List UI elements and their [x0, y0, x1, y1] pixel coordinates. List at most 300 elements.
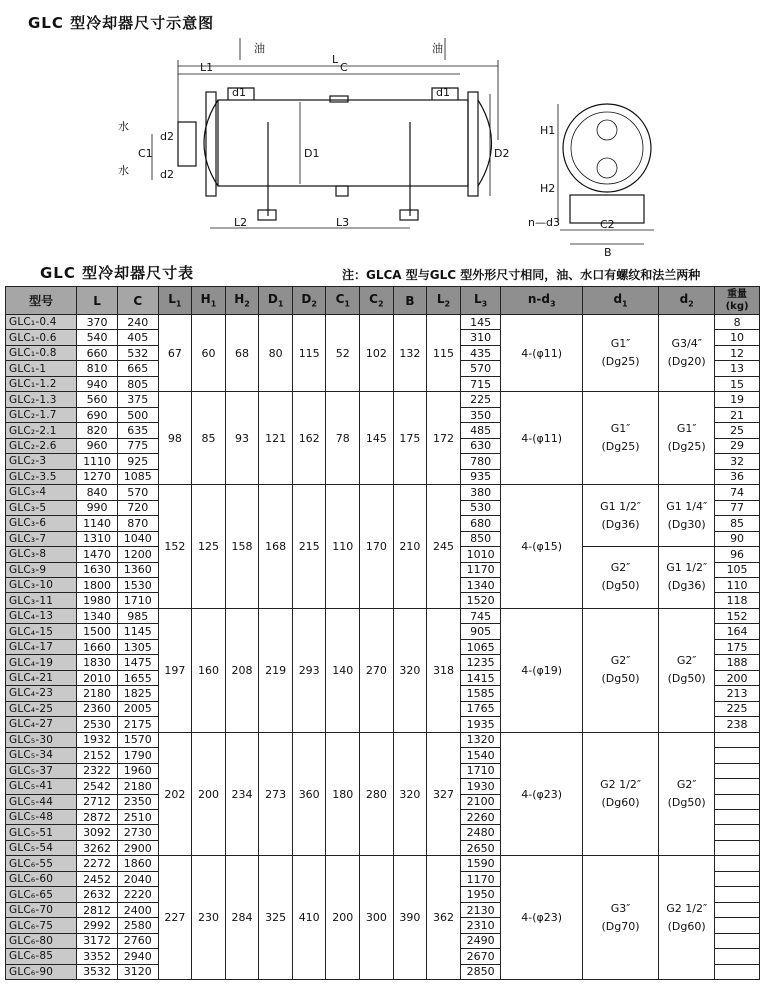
water-port-block — [178, 122, 196, 166]
cell-L: 960 — [77, 438, 118, 453]
cell-model: GLC₁-0.8 — [6, 345, 77, 360]
cell-L3: 530 — [460, 500, 501, 515]
cell-D1: 80 — [259, 315, 293, 392]
cell-d2 — [659, 392, 715, 485]
header-C1: $C_1$ — [326, 287, 360, 315]
label-C1: C1 — [138, 147, 153, 160]
cell-weight: 32 — [715, 454, 760, 469]
cell-L3: 2670 — [460, 949, 501, 964]
cell-model: GLC₂-3 — [6, 454, 77, 469]
cell-C: 1860 — [117, 856, 158, 871]
cell-D2: 360 — [292, 732, 326, 856]
cell-L1: 202 — [158, 732, 192, 856]
cell-L: 940 — [77, 376, 118, 391]
cell-nd3: 4-(φ15) — [501, 485, 582, 609]
cell-model: GLC₂-3.5 — [6, 469, 77, 484]
cell-weight: 200 — [715, 670, 760, 685]
cell-L3: 715 — [460, 376, 501, 391]
cell-C: 3120 — [117, 964, 158, 979]
cell-weight: 13 — [715, 361, 760, 376]
cell-L1: 98 — [158, 392, 192, 485]
cell-L: 3262 — [77, 840, 118, 855]
cell-d2-dg: (Dg36) — [667, 579, 706, 593]
cell-L3: 850 — [460, 531, 501, 546]
cell-model: GLC₃-4 — [6, 485, 77, 500]
cell-C: 635 — [117, 423, 158, 438]
cell-C: 665 — [117, 361, 158, 376]
cell-L3: 485 — [460, 423, 501, 438]
cell-H2: 68 — [225, 315, 259, 392]
cell-weight: 19 — [715, 392, 760, 407]
cell-L: 2322 — [77, 763, 118, 778]
cell-weight: 152 — [715, 608, 760, 623]
cell-weight: 238 — [715, 717, 760, 732]
cell-model: GLC₁-1.2 — [6, 376, 77, 391]
dimension-table — [5, 286, 760, 980]
cell-L3: 435 — [460, 345, 501, 360]
label-B: B — [604, 246, 612, 259]
cell-weight: 21 — [715, 407, 760, 422]
cell-L: 990 — [77, 500, 118, 515]
cell-weight — [715, 794, 760, 809]
cell-d1-thread: G3″ — [610, 901, 631, 915]
cell-weight: 8 — [715, 315, 760, 330]
cell-model: GLC₃-11 — [6, 593, 77, 608]
cell-L3: 1320 — [460, 732, 501, 747]
header-weight: 重量 (kg) — [715, 287, 760, 315]
cell-L3: 1950 — [460, 887, 501, 902]
cell-C: 1960 — [117, 763, 158, 778]
cell-L: 1660 — [77, 639, 118, 654]
cell-weight — [715, 964, 760, 979]
label-L1: L1 — [200, 61, 214, 74]
cell-C: 1040 — [117, 531, 158, 546]
cell-d2-dg: (Dg20) — [667, 355, 706, 369]
cell-weight — [715, 779, 760, 794]
cell-model: GLC₄-15 — [6, 624, 77, 639]
cell-C: 2400 — [117, 902, 158, 917]
cell-D2: 410 — [292, 856, 326, 980]
cell-L3: 745 — [460, 608, 501, 623]
cell-weight — [715, 732, 760, 747]
cell-L3: 145 — [460, 315, 501, 330]
cell-C2: 145 — [360, 392, 394, 485]
cell-C2: 102 — [360, 315, 394, 392]
header-C2: $C_2$ — [360, 287, 394, 315]
cell-weight: 85 — [715, 516, 760, 531]
cell-d1 — [582, 732, 658, 856]
cell-L3: 225 — [460, 392, 501, 407]
header-nd3: $n-d_3$ — [501, 287, 582, 315]
cell-L3: 1340 — [460, 577, 501, 592]
cell-model: GLC₆-60 — [6, 871, 77, 886]
cell-d1 — [582, 608, 658, 732]
cell-C: 2350 — [117, 794, 158, 809]
cell-weight: 10 — [715, 330, 760, 345]
cell-H2: 158 — [225, 485, 259, 609]
cell-L: 560 — [77, 392, 118, 407]
table-header-row — [6, 287, 760, 315]
cell-L: 2452 — [77, 871, 118, 886]
cell-H1: 85 — [192, 392, 226, 485]
cell-C: 2940 — [117, 949, 158, 964]
cell-L3: 2260 — [460, 810, 501, 825]
cell-L: 1140 — [77, 516, 118, 531]
cell-C: 2040 — [117, 871, 158, 886]
cooler-dimension-diagram — [0, 30, 766, 260]
cell-model: GLC₂-1.7 — [6, 407, 77, 422]
cell-model: GLC₃-6 — [6, 516, 77, 531]
cell-d2-thread: G2″ — [676, 778, 697, 792]
header-H2: $H_2$ — [225, 287, 259, 315]
header-D1: $D_1$ — [259, 287, 293, 315]
label-H2: H2 — [540, 182, 556, 195]
cell-weight: 164 — [715, 624, 760, 639]
cell-B: 210 — [393, 485, 427, 609]
table-note: 注：GLCA 型与GLC 型外形尺寸相同，油、水口有螺纹和法兰两种 — [342, 268, 701, 282]
cell-d2-dg: (Dg30) — [667, 517, 706, 531]
cell-L: 3352 — [77, 949, 118, 964]
cell-model: GLC₆-75 — [6, 918, 77, 933]
cell-d2-dg: (Dg50) — [667, 796, 706, 810]
table-body — [6, 315, 760, 980]
cell-D1: 273 — [259, 732, 293, 856]
cell-D1: 325 — [259, 856, 293, 980]
cell-C2: 270 — [360, 608, 394, 732]
cell-L: 2360 — [77, 701, 118, 716]
cell-model: GLC₃-9 — [6, 562, 77, 577]
cell-C: 2175 — [117, 717, 158, 732]
cell-L: 1830 — [77, 655, 118, 670]
cell-d1 — [582, 485, 658, 547]
cell-nd3: 4-(φ11) — [501, 315, 582, 392]
cell-H1: 230 — [192, 856, 226, 980]
header-d1: $d_1$ — [582, 287, 658, 315]
header-L3: $L_3$ — [460, 287, 501, 315]
cell-H1: 200 — [192, 732, 226, 856]
cell-L: 2530 — [77, 717, 118, 732]
cell-L3: 1540 — [460, 748, 501, 763]
cell-L3: 1765 — [460, 701, 501, 716]
cell-weight — [715, 856, 760, 871]
cell-d1-dg: (Dg25) — [601, 440, 640, 454]
cell-L: 2872 — [77, 810, 118, 825]
cell-d1-dg: (Dg70) — [601, 919, 640, 933]
header-H1: $H_1$ — [192, 287, 226, 315]
cell-C: 1790 — [117, 748, 158, 763]
cell-model: GLC₆-80 — [6, 933, 77, 948]
cell-C: 925 — [117, 454, 158, 469]
cell-C: 720 — [117, 500, 158, 515]
cell-H2: 208 — [225, 608, 259, 732]
cell-L3: 1935 — [460, 717, 501, 732]
cell-L3: 2650 — [460, 840, 501, 855]
label-nd3: n—d3 — [528, 216, 560, 229]
cooler-drawing — [0, 30, 766, 260]
cell-model: GLC₆-65 — [6, 887, 77, 902]
cell-D1: 121 — [259, 392, 293, 485]
cell-C: 2510 — [117, 810, 158, 825]
cell-L: 840 — [77, 485, 118, 500]
cell-C: 1305 — [117, 639, 158, 654]
right-flange — [468, 92, 478, 196]
cell-B: 320 — [393, 608, 427, 732]
cell-d2 — [659, 608, 715, 732]
cell-model: GLC₃-10 — [6, 577, 77, 592]
cell-d1-thread: G2″ — [610, 561, 631, 575]
cell-L: 2152 — [77, 748, 118, 763]
cell-L: 1470 — [77, 547, 118, 562]
cell-d2-dg: (Dg25) — [667, 440, 706, 454]
cell-weight: 12 — [715, 345, 760, 360]
cell-L3: 350 — [460, 407, 501, 422]
cell-model: GLC₆-85 — [6, 949, 77, 964]
cell-C2: 170 — [360, 485, 394, 609]
cell-L: 1800 — [77, 577, 118, 592]
cell-d1-thread: G2″ — [610, 654, 631, 668]
end-view-flange — [563, 104, 651, 192]
cell-model: GLC₂-1.3 — [6, 392, 77, 407]
cell-d2-dg: (Dg50) — [667, 672, 706, 686]
label-d1-right: d1 — [436, 86, 450, 99]
cell-L1: 197 — [158, 608, 192, 732]
cell-L: 3172 — [77, 933, 118, 948]
cell-model: GLC₆-55 — [6, 856, 77, 871]
cell-L3: 2310 — [460, 918, 501, 933]
cell-model: GLC₆-70 — [6, 902, 77, 917]
cell-weight — [715, 748, 760, 763]
cell-D2: 293 — [292, 608, 326, 732]
cell-L: 1500 — [77, 624, 118, 639]
cell-weight: 105 — [715, 562, 760, 577]
table-title: GLC 型冷却器尺寸表 — [40, 264, 195, 282]
cell-C: 1360 — [117, 562, 158, 577]
cell-C: 985 — [117, 608, 158, 623]
label-d2-bottom: d2 — [160, 168, 174, 181]
cell-B: 390 — [393, 856, 427, 980]
cell-weight — [715, 949, 760, 964]
cell-d2 — [659, 315, 715, 392]
cell-C1: 110 — [326, 485, 360, 609]
cell-C: 405 — [117, 330, 158, 345]
cell-L: 1340 — [77, 608, 118, 623]
label-C: C — [340, 61, 348, 74]
cell-L3: 380 — [460, 485, 501, 500]
cell-weight: 213 — [715, 686, 760, 701]
label-oil-left: 油 — [254, 42, 265, 55]
cell-L: 2180 — [77, 686, 118, 701]
cell-L3: 570 — [460, 361, 501, 376]
cell-L3: 1590 — [460, 856, 501, 871]
cell-weight: 29 — [715, 438, 760, 453]
cell-D2: 162 — [292, 392, 326, 485]
diagram-title: GLC 型冷却器尺寸示意图 — [28, 14, 215, 32]
cell-d2-thread: G1″ — [676, 422, 697, 436]
cell-H1: 125 — [192, 485, 226, 609]
cell-C: 500 — [117, 407, 158, 422]
cell-L3: 2480 — [460, 825, 501, 840]
cell-L: 2812 — [77, 902, 118, 917]
cell-L3: 1170 — [460, 871, 501, 886]
cell-C: 1570 — [117, 732, 158, 747]
cell-model: GLC₂-2.6 — [6, 438, 77, 453]
cell-H2: 234 — [225, 732, 259, 856]
cell-C2: 300 — [360, 856, 394, 980]
cell-L3: 1930 — [460, 779, 501, 794]
cell-C: 1710 — [117, 593, 158, 608]
cell-weight: 77 — [715, 500, 760, 515]
cell-D2: 115 — [292, 315, 326, 392]
cell-C1: 180 — [326, 732, 360, 856]
cell-C: 2580 — [117, 918, 158, 933]
cell-model: GLC₅-54 — [6, 840, 77, 855]
cell-L3: 1170 — [460, 562, 501, 577]
cell-weight: 90 — [715, 531, 760, 546]
cell-C: 2220 — [117, 887, 158, 902]
cell-C: 1200 — [117, 547, 158, 562]
cell-weight — [715, 918, 760, 933]
cell-C: 2760 — [117, 933, 158, 948]
cell-L: 2992 — [77, 918, 118, 933]
cell-L: 2712 — [77, 794, 118, 809]
label-water-top: 水 — [118, 120, 129, 133]
cell-L: 1270 — [77, 469, 118, 484]
header-L1: $L_1$ — [158, 287, 192, 315]
cell-C: 2730 — [117, 825, 158, 840]
cell-model: GLC₅-30 — [6, 732, 77, 747]
cell-model: GLC₃-5 — [6, 500, 77, 515]
header-L: L — [77, 287, 118, 315]
header-d2: $d_2$ — [659, 287, 715, 315]
cell-model: GLC₃-7 — [6, 531, 77, 546]
cell-L: 1110 — [77, 454, 118, 469]
cell-d2 — [659, 732, 715, 856]
shell-body — [218, 100, 468, 186]
cell-D2: 215 — [292, 485, 326, 609]
cell-nd3: 4-(φ11) — [501, 392, 582, 485]
cell-d1-dg: (Dg60) — [601, 796, 640, 810]
cell-C: 2180 — [117, 779, 158, 794]
cell-B: 132 — [393, 315, 427, 392]
cell-C1: 78 — [326, 392, 360, 485]
cell-d2 — [659, 485, 715, 547]
cell-weight — [715, 810, 760, 825]
cell-B: 175 — [393, 392, 427, 485]
cell-weight: 36 — [715, 469, 760, 484]
cell-weight: 118 — [715, 593, 760, 608]
table-row — [6, 315, 760, 330]
cell-weight: 15 — [715, 376, 760, 391]
cell-d1-thread: G1″ — [610, 422, 631, 436]
cell-D1: 168 — [259, 485, 293, 609]
cell-C: 2005 — [117, 701, 158, 716]
cell-model: GLC₄-27 — [6, 717, 77, 732]
cell-L1: 67 — [158, 315, 192, 392]
cell-weight — [715, 871, 760, 886]
cell-L3: 935 — [460, 469, 501, 484]
cell-L3: 780 — [460, 454, 501, 469]
cell-L3: 2850 — [460, 964, 501, 979]
right-head — [478, 100, 492, 186]
cell-C: 240 — [117, 315, 158, 330]
cell-d1-thread: G1″ — [610, 337, 631, 351]
label-D2: D2 — [494, 147, 510, 160]
cell-weight: 110 — [715, 577, 760, 592]
cell-weight: 96 — [715, 547, 760, 562]
cell-C: 1085 — [117, 469, 158, 484]
table-row — [6, 732, 760, 747]
cell-weight — [715, 933, 760, 948]
cell-L: 820 — [77, 423, 118, 438]
cell-model: GLC₅-51 — [6, 825, 77, 840]
cell-L3: 680 — [460, 516, 501, 531]
table-row — [6, 856, 760, 871]
cell-L: 690 — [77, 407, 118, 422]
cell-model: GLC₅-44 — [6, 794, 77, 809]
label-L2: L2 — [234, 216, 248, 229]
cell-d1-dg: (Dg50) — [601, 579, 640, 593]
cell-d2-thread: G2 1/2″ — [666, 901, 708, 915]
cell-weight — [715, 902, 760, 917]
cell-d2-thread: G3/4″ — [671, 337, 702, 351]
cell-L: 540 — [77, 330, 118, 345]
cell-L3: 2130 — [460, 902, 501, 917]
cell-L2: 318 — [427, 608, 461, 732]
cell-nd3: 4-(φ23) — [501, 732, 582, 856]
table-row — [6, 485, 760, 500]
cell-d1-thread: G1 1/2″ — [600, 499, 641, 513]
label-C2: C2 — [600, 218, 615, 231]
cell-model: GLC₄-25 — [6, 701, 77, 716]
cell-L: 1310 — [77, 531, 118, 546]
cell-nd3: 4-(φ19) — [501, 608, 582, 732]
cell-model: GLC₆-90 — [6, 964, 77, 979]
cell-model: GLC₄-17 — [6, 639, 77, 654]
cell-L3: 1710 — [460, 763, 501, 778]
cell-C: 2900 — [117, 840, 158, 855]
cell-d1-dg: (Dg25) — [601, 355, 640, 369]
label-H1: H1 — [540, 124, 556, 137]
header-B: B — [393, 287, 427, 315]
cell-weight — [715, 887, 760, 902]
cell-C: 775 — [117, 438, 158, 453]
cell-L3: 1010 — [460, 547, 501, 562]
cell-L: 3092 — [77, 825, 118, 840]
cell-L: 370 — [77, 315, 118, 330]
cell-H2: 284 — [225, 856, 259, 980]
cell-model: GLC₂-2.1 — [6, 423, 77, 438]
cell-C: 1530 — [117, 577, 158, 592]
cell-L: 2632 — [77, 887, 118, 902]
cell-model: GLC₁-0.6 — [6, 330, 77, 345]
cell-weight — [715, 825, 760, 840]
cell-d1 — [582, 392, 658, 485]
cell-L3: 310 — [460, 330, 501, 345]
cell-C: 1825 — [117, 686, 158, 701]
cell-weight: 188 — [715, 655, 760, 670]
cell-L: 810 — [77, 361, 118, 376]
cell-C: 1145 — [117, 624, 158, 639]
cell-weight: 175 — [715, 639, 760, 654]
cell-d1-dg: (Dg36) — [601, 517, 640, 531]
cell-L2: 115 — [427, 315, 461, 392]
cell-d1 — [582, 547, 658, 609]
label-d1-left: d1 — [232, 86, 246, 99]
cell-C: 570 — [117, 485, 158, 500]
cell-L2: 327 — [427, 732, 461, 856]
cell-d1-dg: (Dg50) — [601, 672, 640, 686]
label-water-bottom: 水 — [118, 164, 129, 177]
